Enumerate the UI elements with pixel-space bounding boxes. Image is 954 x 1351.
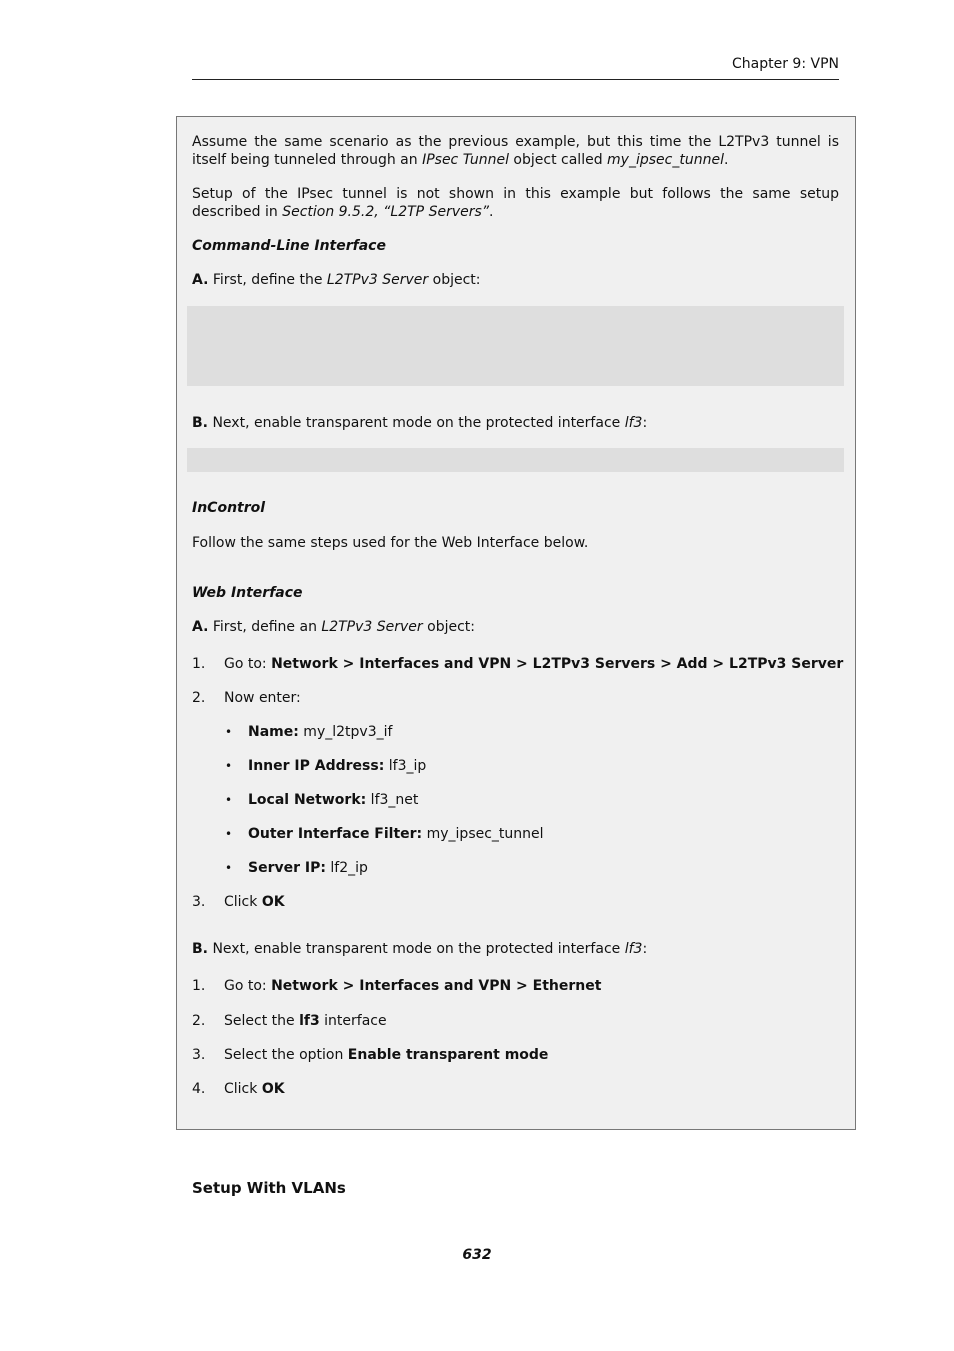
cli-code-block-a <box>187 306 844 386</box>
list-item: Go to: Network > Interfaces and VPN > L2TPv3 Servers > Add > L2TPv3 Server <box>224 656 844 672</box>
menu-path: Network > Interfaces and VPN > Ethernet <box>271 978 602 994</box>
list-number: 4. <box>192 1081 206 1097</box>
web-heading: Web Interface <box>192 585 303 601</box>
list-item: Click OK <box>224 894 285 910</box>
cli-step-a: A. First, define the L2TPv3 Server object: <box>192 272 481 288</box>
list-item: Go to: Network > Interfaces and VPN > Ethernet <box>224 978 602 994</box>
list-item: Outer Interface Filter: my_ipsec_tunnel <box>248 826 544 842</box>
chapter-title: Chapter 9: VPN <box>732 56 839 72</box>
section-reference-link[interactable]: Section 9.5.2, “L2TP Servers” <box>282 204 490 220</box>
menu-path: Network > Interfaces and VPN > L2TPv3 Servers > Add > L2TPv3 Server <box>271 656 844 672</box>
list-item: Select the lf3 interface <box>224 1013 387 1029</box>
intro-paragraph-2: Setup of the IPsec tunnel is not shown in this example but follows the same setup described in Section 9.5.2, “L2TP Servers”. <box>192 186 839 220</box>
bullet-icon: • <box>225 759 233 773</box>
list-number: 3. <box>192 1047 206 1063</box>
intro-paragraph-1: Assume the same scenario as the previous example, but this time the L2TPv3 tunnel is itself being tunneled through an IPsec Tunnel object called my_ipsec_tunnel. <box>192 134 839 168</box>
bullet-icon: • <box>225 861 233 875</box>
list-number: 3. <box>192 894 206 910</box>
section-heading: Setup With VLANs <box>192 1179 346 1197</box>
list-item: Select the option Enable transparent mode <box>224 1047 549 1063</box>
web-step-b: B. Next, enable transparent mode on the protected interface lf3: <box>192 941 648 957</box>
bullet-icon: • <box>225 827 233 841</box>
page-header <box>192 54 839 80</box>
web-step-a: A. First, define an L2TPv3 Server object: <box>192 619 475 635</box>
example-box <box>176 116 856 1130</box>
cli-heading: Command-Line Interface <box>192 238 386 254</box>
cli-step-b: B. Next, enable transparent mode on the protected interface lf3: <box>192 415 648 431</box>
page-number: 632 <box>462 1247 492 1263</box>
list-item: Server IP: lf2_ip <box>248 860 368 876</box>
list-number: 2. <box>192 690 206 706</box>
incontrol-heading: InControl <box>192 500 266 516</box>
list-item: Now enter: <box>224 690 301 706</box>
list-item: Local Network: lf3_net <box>248 792 419 808</box>
incontrol-text: Follow the same steps used for the Web Interface below. <box>192 535 589 551</box>
cli-code-block-b <box>187 448 844 472</box>
list-item: Click OK <box>224 1081 285 1097</box>
list-item: Name: my_l2tpv3_if <box>248 724 393 740</box>
bullet-icon: • <box>225 793 233 807</box>
list-number: 1. <box>192 656 206 672</box>
list-number: 2. <box>192 1013 206 1029</box>
list-number: 1. <box>192 978 206 994</box>
bullet-icon: • <box>225 725 233 739</box>
list-item: Inner IP Address: lf3_ip <box>248 758 427 774</box>
